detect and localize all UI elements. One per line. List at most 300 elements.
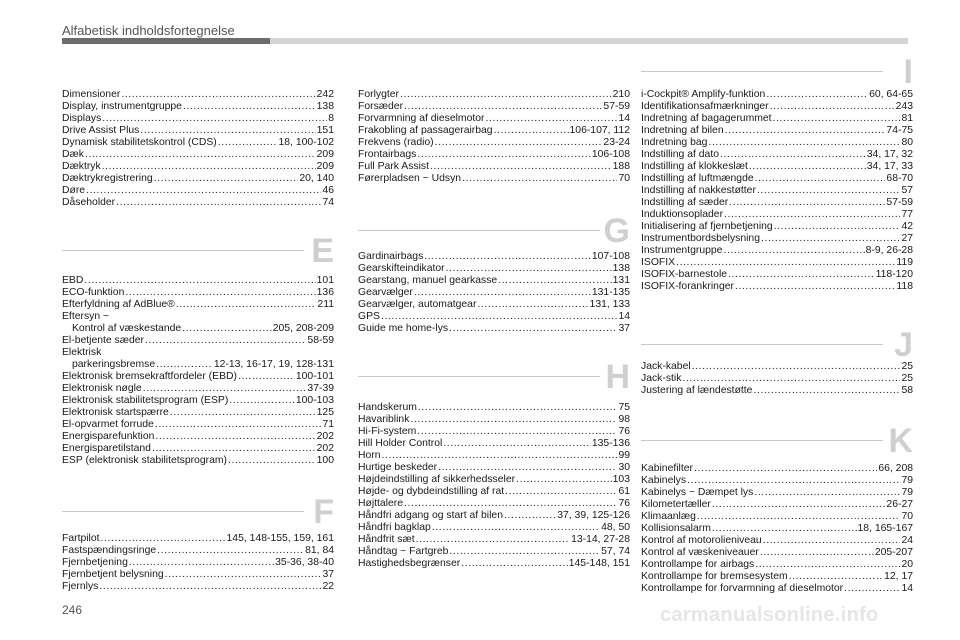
dot-leader: [183, 101, 316, 113]
index-entry: [358, 534, 630, 546]
index-entry-pages: 61: [618, 486, 630, 497]
divider-line: [62, 250, 304, 251]
index-entry-pages: 57: [901, 185, 913, 196]
dot-leader: [708, 137, 900, 149]
index-entry-pages: 100: [316, 455, 334, 466]
index-group-f-cont: [358, 89, 630, 185]
dot-leader: [687, 475, 900, 487]
index-entry-term: El-betjente sæder: [62, 335, 145, 346]
index-entry-pages: 22: [322, 581, 334, 592]
dot-leader: [477, 299, 588, 311]
index-entry-term: Kabinefilter: [641, 463, 693, 474]
index-entry-term: Højttalere: [358, 498, 404, 509]
index-entry-term: Indstilling af luftmængde: [641, 173, 754, 184]
dot-leader: [85, 149, 316, 161]
index-entry: [641, 245, 913, 257]
dot-leader: [382, 450, 618, 462]
index-group-g: [358, 251, 630, 335]
index-group-e: [62, 275, 334, 467]
index-entry: [358, 474, 630, 486]
index-entry-pages: 34, 17, 32: [866, 149, 913, 160]
index-entry-pages: 66, 208: [878, 463, 913, 474]
index-entry-term: ISOFIX: [641, 257, 676, 268]
dot-leader: [101, 533, 226, 545]
dot-leader: [723, 245, 864, 257]
index-entry-term: Elektronisk nøgle: [62, 383, 142, 394]
dot-leader: [125, 287, 315, 299]
index-entry: [358, 113, 630, 125]
index-entry-pages: 37: [322, 569, 334, 580]
dot-leader: [844, 583, 900, 595]
index-entry-pages: 8: [328, 113, 334, 124]
index-entry: [62, 407, 334, 419]
index-entry-term: Klimaanlæg: [641, 511, 696, 522]
index-entry-term: Håndfri bagklap: [358, 522, 431, 533]
index-entry-pages: 25: [901, 361, 913, 372]
index-entry-term: Gearvælger: [358, 287, 413, 298]
index-entry-pages: 71: [322, 419, 334, 430]
dot-leader: [404, 498, 617, 510]
index-entry-pages: 57-59: [603, 101, 630, 112]
index-entry-term: Kontrol af motorolieniveau: [641, 535, 762, 546]
dot-leader: [102, 161, 316, 173]
dot-leader: [432, 522, 600, 534]
dot-leader: [140, 125, 315, 137]
index-entry-term: Hastighedsbegrænser: [358, 558, 461, 569]
dot-leader: [755, 559, 900, 571]
index-entry-term: Højdeindstilling af sikkerhedsseler: [358, 474, 516, 485]
index-entry: [62, 137, 334, 149]
index-entry-term: Indretning af bilen: [641, 125, 724, 136]
index-entry-term: Indretning bag: [641, 137, 708, 148]
index-entry-pages: 138: [316, 101, 334, 112]
dot-leader: [763, 535, 901, 547]
index-entry-pages: 80: [901, 137, 913, 148]
dot-leader: [86, 185, 321, 197]
dot-leader: [238, 371, 295, 383]
index-entry: [358, 173, 630, 185]
index-entry-term: Hill Holder Control: [358, 438, 443, 449]
dot-leader: [381, 311, 617, 323]
index-entry: [62, 161, 334, 173]
index-entry-pages: 106-107, 112: [569, 125, 630, 136]
index-entry-pages: 100-103: [295, 395, 334, 406]
dot-leader: [414, 287, 591, 299]
dot-leader: [155, 431, 315, 443]
index-entry-term: Kontrol af væskestande: [72, 323, 182, 334]
index-entry-term: Fjernlys: [62, 581, 99, 592]
index-entry-pages: 13-14, 27-28: [571, 534, 630, 545]
index-entry-term: Fastspændingsringe: [62, 545, 157, 556]
index-entry-term: Justering af lændestøtte: [641, 385, 753, 396]
index-entry-term: Full Park Assist: [358, 161, 430, 172]
divider-line: [641, 71, 883, 72]
index-entry-term: Døre: [62, 185, 86, 196]
index-entry: [641, 361, 913, 373]
index-entry: [358, 161, 630, 173]
section-letter-f: F: [313, 493, 334, 531]
index-entry-term: Dimensioner: [62, 89, 121, 100]
index-entry-pages: 18, 165-167: [857, 523, 913, 534]
index-entry-term: Gearvælger, automatgear: [358, 299, 477, 310]
index-entry-term: ECO-funktion: [62, 287, 125, 298]
index-entry: [62, 311, 334, 323]
index-entry-term: Fjernbetjent belysning: [62, 569, 164, 580]
index-entry-pages: 37-39: [307, 383, 334, 394]
index-entry-pages: 20, 140: [299, 173, 334, 184]
index-entry-pages: 8-9, 26-28: [865, 245, 913, 256]
index-entry-term: Forlygter: [358, 89, 399, 100]
index-entry: [62, 545, 334, 557]
index-entry-pages: 57, 74: [601, 546, 630, 557]
index-entry-pages: 131, 133: [589, 299, 630, 310]
page-header-title: Alfabetisk indholdsfortegnelse: [62, 23, 235, 38]
index-entry-pages: 14: [618, 113, 630, 124]
index-entry-term: Handskerum: [358, 402, 417, 413]
index-entry-term: Dåseholder: [62, 197, 116, 208]
divider-line: [358, 230, 600, 231]
section-letter-i: I: [903, 53, 913, 91]
dot-leader: [462, 173, 617, 185]
index-entry-pages: 205, 208-209: [272, 323, 334, 334]
index-entry-term: GPS: [358, 311, 380, 322]
index-entry: [62, 371, 334, 383]
dot-leader: [416, 534, 570, 546]
index-entry-pages: 75: [618, 402, 630, 413]
index-entry-term: Display, instrumentgruppe: [62, 101, 182, 112]
index-entry-term: Indretning af bagagerummet: [641, 113, 772, 124]
dot-leader: [143, 383, 307, 395]
dot-leader: [789, 571, 883, 583]
index-group-j: [641, 361, 913, 397]
index-entry-term: Kontrol af væskeniveauer: [641, 547, 759, 558]
index-entry-pages: 119: [896, 257, 913, 268]
index-entry-term: Dynamisk stabilitetskontrol (CDS): [62, 137, 217, 148]
index-entry-term: Jack-stik: [641, 373, 682, 384]
dot-leader: [170, 407, 316, 419]
index-entry-term: Dæktrykregistrering: [62, 173, 153, 184]
index-entry: [62, 197, 334, 209]
section-letter-k: K: [888, 422, 913, 460]
index-entry-term: Identifikationsafmærkninger: [641, 101, 769, 112]
dot-leader: [682, 373, 900, 385]
index-entry-pages: 131: [612, 275, 630, 286]
index-entry-pages: 151: [316, 125, 334, 136]
dot-leader: [720, 149, 866, 161]
index-entry-term: Horn: [358, 450, 381, 461]
index-entry-pages: 79: [901, 487, 913, 498]
index-entry: [62, 455, 334, 467]
index-entry-term: Forsæder: [358, 101, 404, 112]
index-entry: [62, 443, 334, 455]
index-entry: [358, 263, 630, 275]
index-entry: [358, 251, 630, 263]
index-entry-term: Kilometertæller: [641, 499, 711, 510]
dot-leader: [697, 511, 901, 523]
index-entry: [641, 149, 913, 161]
index-entry-pages: 118: [896, 281, 913, 292]
index-entry-pages: 101: [316, 275, 334, 286]
dot-leader: [505, 486, 617, 498]
dot-leader: [417, 426, 617, 438]
dot-leader: [446, 263, 612, 275]
index-entry-pages: 100-101: [295, 371, 334, 382]
index-entry-pages: 99: [618, 450, 630, 461]
dot-leader: [766, 89, 868, 101]
index-entry-term: Displays: [62, 113, 102, 124]
dot-leader: [84, 275, 315, 287]
index-entry-pages: 135-136: [591, 438, 630, 449]
index-entry: [641, 583, 913, 595]
dot-leader: [449, 546, 600, 558]
index-entry: [358, 101, 630, 113]
index-entry-pages: 35-36, 38-40: [275, 557, 334, 568]
index-entry-pages: 74: [322, 197, 334, 208]
index-entry-pages: 209: [316, 149, 334, 160]
index-entry: [641, 535, 913, 547]
index-entry-pages: 79: [901, 475, 913, 486]
index-entry: [358, 299, 630, 311]
index-entry-term: ISOFIX-forankringer: [641, 281, 734, 292]
dot-leader: [430, 161, 612, 173]
index-entry: [641, 173, 913, 185]
dot-leader: [761, 233, 900, 245]
index-entry-pages: 42: [901, 221, 913, 232]
dot-leader: [461, 558, 568, 570]
index-entry-pages: 24: [901, 535, 913, 546]
index-entry: [641, 221, 913, 233]
index-entry: [358, 402, 630, 414]
dot-leader: [774, 221, 901, 233]
index-entry: [641, 209, 913, 221]
section-letter-h: H: [605, 358, 630, 396]
index-entry-term: Håndfrit sæt: [358, 534, 415, 545]
index-entry-term: Eftersyn ~: [62, 311, 110, 322]
index-entry-pages: 131-135: [591, 287, 630, 298]
index-entry-pages: 12-13, 16-17, 19, 128-131: [213, 359, 334, 370]
dot-leader: [694, 463, 877, 475]
dot-leader: [755, 173, 886, 185]
dot-leader: [504, 510, 556, 522]
dot-leader: [152, 443, 316, 455]
dot-leader: [754, 487, 900, 499]
index-entry: [641, 197, 913, 209]
dot-leader: [449, 323, 617, 335]
index-entry: [358, 438, 630, 450]
index-entry: [358, 149, 630, 161]
index-entry-term: Dæk: [62, 149, 84, 160]
index-entry-pages: 106-108: [591, 149, 630, 160]
index-entry: [641, 101, 913, 113]
index-entry: [62, 335, 334, 347]
index-entry: [641, 511, 913, 523]
index-entry: [62, 431, 334, 443]
index-group-h: [358, 402, 630, 570]
index-entry-pages: 76: [618, 426, 630, 437]
index-group-f: [62, 533, 334, 593]
index-entry-pages: 145, 148-155, 159, 161: [226, 533, 334, 544]
index-entry: [358, 426, 630, 438]
index-entry-pages: 58-59: [307, 335, 334, 346]
index-entry-pages: 103: [612, 474, 630, 485]
index-entry: [62, 275, 334, 287]
dot-leader: [116, 197, 321, 209]
dot-leader: [154, 173, 299, 185]
index-entry-pages: 46: [322, 185, 334, 196]
index-entry-term: Gardinairbags: [358, 251, 424, 262]
divider-line: [358, 376, 600, 377]
dot-leader: [712, 523, 857, 535]
index-entry-term: Energisparefunktion: [62, 431, 155, 442]
index-entry-pages: 14: [901, 583, 913, 594]
index-entry: [62, 359, 334, 371]
index-entry-pages: 118-120: [875, 269, 913, 280]
index-entry-pages: 210: [612, 89, 630, 100]
index-entry: [358, 462, 630, 474]
index-entry: [62, 299, 334, 311]
index-entry: [358, 498, 630, 510]
index-entry-pages: 209: [316, 161, 334, 172]
dot-leader: [494, 125, 569, 137]
index-entry-pages: 211: [317, 299, 334, 310]
index-entry-term: Håndtag ~ Fartgreb: [358, 546, 449, 557]
index-entry: [641, 233, 913, 245]
index-entry-term: Elektronisk startspærre: [62, 407, 169, 418]
index-entry: [62, 113, 334, 125]
section-divider-g: [358, 214, 630, 254]
index-entry: [641, 161, 913, 173]
index-entry: [641, 113, 913, 125]
index-entry-pages: 70: [901, 511, 913, 522]
index-entry: [62, 89, 334, 101]
index-entry: [641, 571, 913, 583]
dot-leader: [404, 101, 602, 113]
index-entry-term: Indstilling af sæder: [641, 197, 729, 208]
index-entry-pages: 27: [901, 233, 913, 244]
index-entry-pages: 30: [618, 462, 630, 473]
dot-leader: [99, 581, 321, 593]
dot-leader: [729, 197, 885, 209]
index-entry-term: Kollisionsalarm: [641, 523, 711, 534]
index-entry-pages: 57-59: [886, 197, 913, 208]
index-entry-term: Guide me home-lys: [358, 323, 449, 334]
watermark-text: carmanualsonline.info: [660, 604, 879, 626]
dot-leader: [129, 557, 274, 569]
index-entry: [62, 173, 334, 185]
index-entry-pages: 77: [901, 209, 913, 220]
index-entry: [358, 137, 630, 149]
dot-leader: [424, 251, 591, 263]
index-entry-term: Induktionsoplader: [641, 209, 724, 220]
dot-leader: [182, 323, 272, 335]
index-entry-term: Efterfyldning af AdBlue®: [62, 299, 175, 310]
index-entry-term: Elektronisk stabilitetsprogram (ESP): [62, 395, 229, 406]
index-entry: [641, 475, 913, 487]
index-entry: [641, 499, 913, 511]
index-entry-term: Indstilling af nakkestøtter: [641, 185, 756, 196]
section-letter-g: G: [603, 212, 630, 250]
index-entry: [358, 311, 630, 323]
dot-leader: [435, 137, 603, 149]
index-entry: [62, 395, 334, 407]
section-divider-e: [62, 234, 334, 274]
index-entry: [641, 125, 913, 137]
index-entry-pages: 12, 17: [884, 571, 913, 582]
dot-leader: [725, 125, 886, 137]
index-entry-pages: 25: [901, 373, 913, 384]
index-entry-term: Kabinelys ~ Dæmpet lys: [641, 487, 754, 498]
index-entry-pages: 48, 50: [601, 522, 630, 533]
index-entry: [358, 522, 630, 534]
divider-line: [641, 344, 883, 345]
dot-leader: [753, 385, 900, 397]
dot-leader: [498, 275, 611, 287]
page-number: 246: [62, 603, 83, 617]
index-entry-pages: 74-75: [886, 125, 913, 136]
divider-line: [641, 440, 883, 441]
dot-leader: [157, 545, 304, 557]
index-entry-pages: 202: [316, 431, 334, 442]
index-entry-term: Hurtige beskeder: [358, 462, 438, 473]
dot-leader: [121, 89, 315, 101]
index-entry: [62, 149, 334, 161]
index-entry: [358, 323, 630, 335]
index-entry-pages: 98: [618, 414, 630, 425]
dot-leader: [155, 419, 322, 431]
dot-leader: [760, 547, 874, 559]
index-entry: [641, 463, 913, 475]
section-letter-j: J: [894, 326, 913, 364]
dot-leader: [229, 395, 295, 407]
index-entry-term: Indstilling af klokkeslæt: [641, 161, 748, 172]
index-entry: [62, 383, 334, 395]
section-letter-e: E: [311, 232, 334, 270]
index-entry-pages: 136: [316, 287, 334, 298]
index-entry: [358, 275, 630, 287]
index-entry: [62, 557, 334, 569]
index-entry: [641, 137, 913, 149]
index-entry: [358, 486, 630, 498]
index-entry-term: Kontrollampe for airbags: [641, 559, 755, 570]
section-divider-h: [358, 360, 630, 400]
index-entry: [62, 185, 334, 197]
dot-leader: [749, 161, 866, 173]
index-entry-term: Håndfri adgang og start af bilen: [358, 510, 503, 521]
index-entry: [358, 89, 630, 101]
index-entry-pages: 242: [316, 89, 334, 100]
index-entry-term: parkeringsbremse: [72, 359, 156, 370]
index-entry: [641, 269, 913, 281]
index-entry-pages: 76: [618, 498, 630, 509]
index-entry-pages: 70: [618, 173, 630, 184]
index-entry-pages: 81: [901, 113, 913, 124]
index-entry: [641, 89, 913, 101]
dot-leader: [165, 569, 322, 581]
dot-leader: [692, 361, 901, 373]
index-entry-pages: 145-148, 151: [568, 558, 630, 569]
index-entry-term: Gearstang, manuel gearkasse: [358, 275, 498, 286]
dot-leader: [410, 414, 617, 426]
dot-leader: [728, 269, 875, 281]
index-entry-pages: 138: [612, 263, 630, 274]
index-entry-term: Frontairbags: [358, 149, 417, 160]
index-entry-term: Dæktryk: [62, 161, 101, 172]
index-entry-term: Frakobling af passagerairbag: [358, 125, 493, 136]
index-entry-term: ESP (elektronisk stabilitetsprogram): [62, 455, 227, 466]
index-entry-pages: 20: [901, 559, 913, 570]
dot-leader: [516, 474, 612, 486]
index-entry: [641, 185, 913, 197]
